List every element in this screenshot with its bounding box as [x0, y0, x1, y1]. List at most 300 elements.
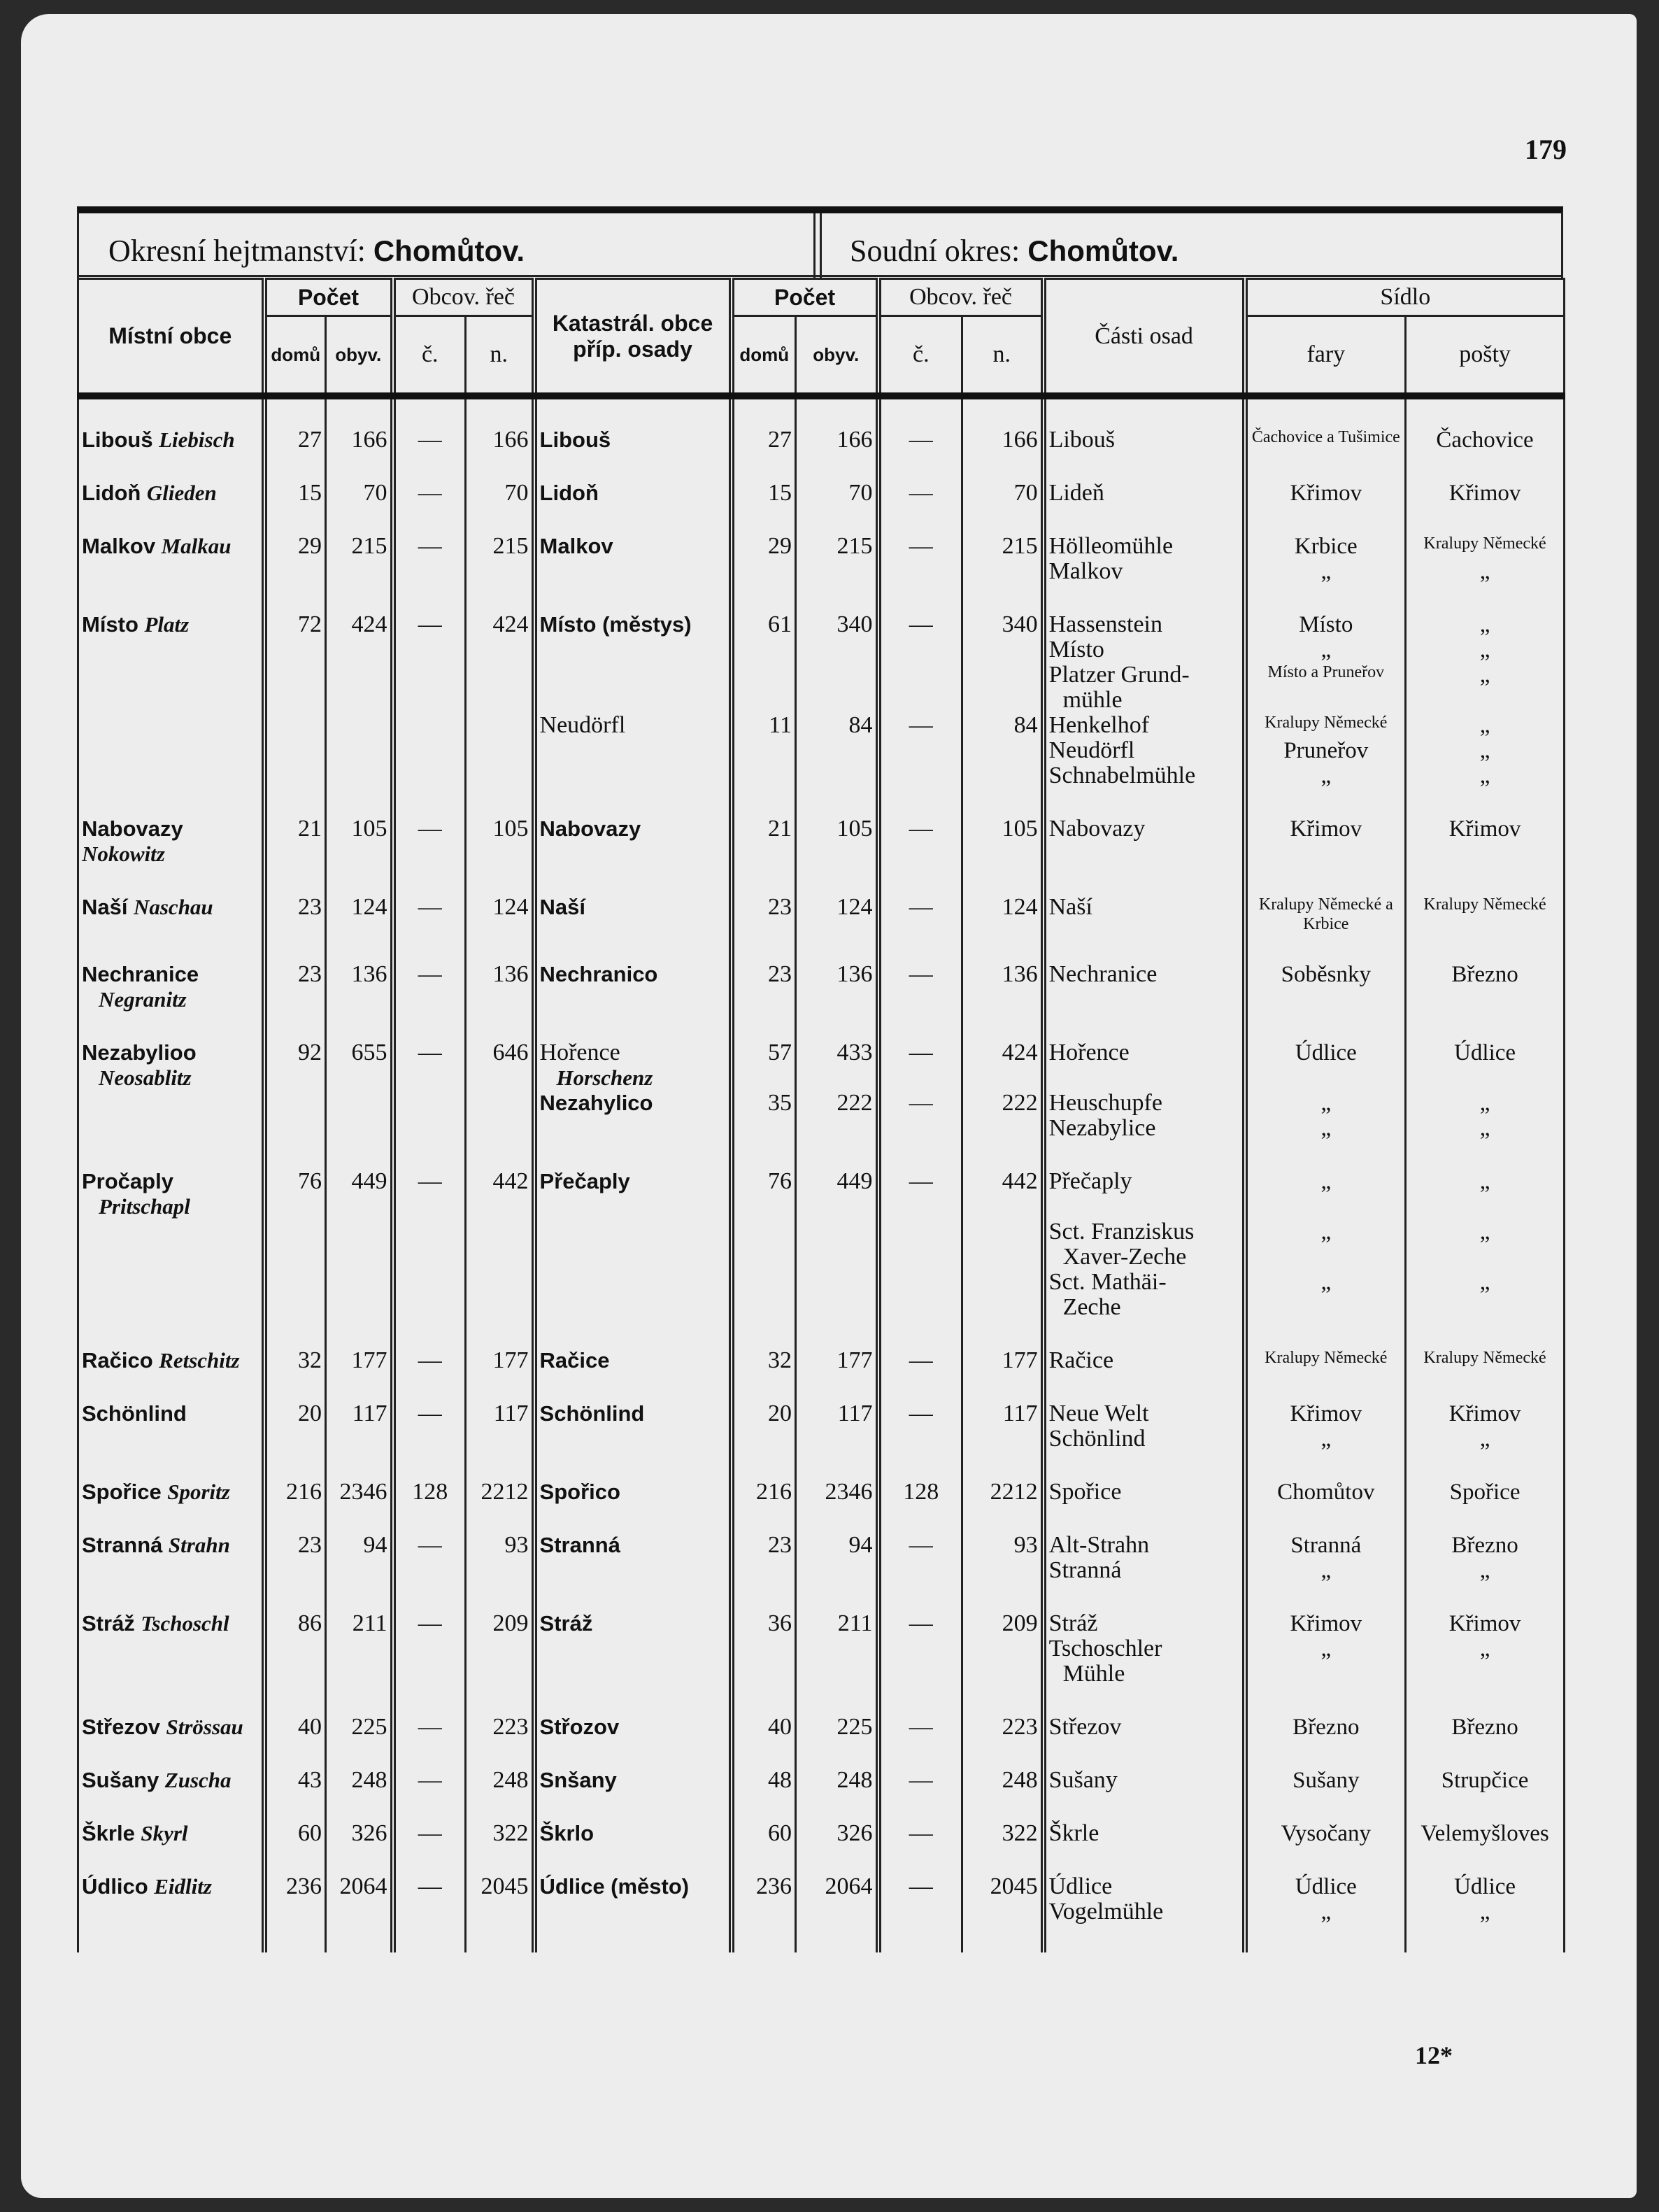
part-name: Zeche — [1044, 1295, 1245, 1320]
katastral-c — [878, 1270, 962, 1295]
fary-cell: „ — [1245, 1636, 1406, 1661]
spacer-cell — [1245, 934, 1406, 962]
part-name: Platzer Grund- — [1044, 662, 1245, 688]
spacer-cell — [1044, 453, 1245, 481]
katastral-n: 93 — [962, 1533, 1044, 1558]
obec-domu — [264, 738, 326, 763]
katastral-obyv: 136 — [796, 962, 878, 1012]
spacer-cell — [393, 506, 466, 534]
katastral-cell — [534, 1533, 732, 1558]
table-row — [78, 1040, 1565, 1091]
table-row — [78, 1245, 1565, 1270]
katastral-obyv — [796, 1295, 878, 1320]
obec-c: — — [393, 1040, 466, 1091]
spacer-cell — [1406, 1687, 1565, 1715]
posty-cell — [1406, 1295, 1565, 1320]
katastral-obyv — [796, 1219, 878, 1245]
spacer-cell — [78, 453, 264, 481]
katastral-name: Hořence — [539, 1040, 620, 1065]
katastral-obyv — [796, 1116, 878, 1141]
obec-obyv — [326, 637, 393, 662]
part-name: Přečaply — [1044, 1169, 1245, 1219]
katastral-domu: 36 — [732, 1611, 796, 1636]
spacer-cell — [878, 584, 962, 612]
obec-obyv — [326, 1270, 393, 1295]
katastral-n — [962, 1219, 1044, 1245]
spacer-cell — [962, 788, 1044, 816]
katastral-cell — [534, 612, 732, 637]
spacer-cell — [1406, 1373, 1565, 1401]
katastral-cell — [534, 1899, 732, 1924]
katastral-obyv: 177 — [796, 1348, 878, 1373]
spacer-cell — [1044, 934, 1245, 962]
katastral-n: 209 — [962, 1611, 1044, 1636]
fary-cell: Údlice — [1245, 1874, 1406, 1899]
obec-c: — — [393, 1611, 466, 1636]
obec-obyv — [326, 559, 393, 584]
col-n-2: n. — [962, 316, 1044, 397]
katastral-domu: 216 — [732, 1480, 796, 1505]
district-header — [77, 206, 1563, 278]
obec-cell — [78, 1533, 264, 1558]
katastral-name: Malkov — [539, 534, 613, 558]
katastral-cell — [534, 895, 732, 934]
spacer-cell — [78, 1452, 264, 1480]
obec-c — [393, 688, 466, 713]
katastral-domu: 48 — [732, 1768, 796, 1793]
spacer-cell — [796, 1924, 878, 1952]
spacer-cell — [326, 867, 393, 895]
spacer-cell — [264, 1505, 326, 1533]
spacer-cell — [534, 1320, 732, 1348]
spacer-cell — [1245, 1687, 1406, 1715]
fary-cell: Pruneřov — [1245, 738, 1406, 763]
part-name: Malkov — [1044, 559, 1245, 584]
spacer-cell — [796, 1320, 878, 1348]
col-c: č. — [393, 316, 466, 397]
posty-cell: Údlice — [1406, 1040, 1565, 1091]
spacer-cell — [326, 1373, 393, 1401]
katastral-name: Libouš — [539, 427, 611, 452]
fary-cell: Kralupy Německé — [1245, 713, 1406, 738]
table-row — [78, 895, 1565, 934]
obec-obyv — [326, 1091, 393, 1116]
katastral-obyv: 248 — [796, 1768, 878, 1793]
obec-domu: 76 — [264, 1169, 326, 1219]
katastral-cell — [534, 1821, 732, 1846]
spacer-cell — [534, 934, 732, 962]
obec-domu — [264, 559, 326, 584]
obec-n: 70 — [466, 481, 534, 506]
col-posty: pošty — [1406, 316, 1565, 397]
table-row — [78, 534, 1565, 559]
spacer-cell — [1245, 396, 1406, 427]
fary-cell — [1245, 1661, 1406, 1687]
spacer-cell — [732, 1452, 796, 1480]
obec-domu — [264, 637, 326, 662]
part-name: Neue Welt — [1044, 1401, 1245, 1426]
obec-cell — [78, 481, 264, 506]
katastral-domu — [732, 1245, 796, 1270]
katastral-obyv — [796, 1426, 878, 1452]
obec-n — [466, 1270, 534, 1295]
spacer-cell — [78, 1793, 264, 1821]
obec-cell — [78, 534, 264, 559]
posty-cell: Březno — [1406, 1715, 1565, 1740]
obec-n — [466, 1636, 534, 1661]
obec-c: — — [393, 1533, 466, 1558]
katastral-n — [962, 662, 1044, 688]
obec-cell — [78, 559, 264, 584]
spacer-cell — [466, 1740, 534, 1768]
spacer-cell — [878, 396, 962, 427]
obec-n: 215 — [466, 534, 534, 559]
obec-n: 2212 — [466, 1480, 534, 1505]
katastral-c: — — [878, 962, 962, 1012]
spacer-cell — [326, 1846, 393, 1874]
katastral-c: — — [878, 1348, 962, 1373]
part-name: mühle — [1044, 688, 1245, 713]
spacer-cell — [878, 788, 962, 816]
spacer-cell — [78, 1687, 264, 1715]
spacer-cell — [78, 1740, 264, 1768]
spacer-cell — [732, 788, 796, 816]
obec-n — [466, 1899, 534, 1924]
obec-domu — [264, 1091, 326, 1116]
spacer-cell — [466, 1924, 534, 1952]
katastral-obyv: 340 — [796, 612, 878, 637]
katastral-c: — — [878, 1768, 962, 1793]
obec-n: 646 — [466, 1040, 534, 1091]
fary-cell: Údlice — [1245, 1040, 1406, 1091]
col-obcov-rec-2: Obcov. řeč — [878, 279, 1044, 316]
spacer-cell — [264, 1012, 326, 1040]
spacer-cell — [78, 1373, 264, 1401]
spacer-cell — [732, 1793, 796, 1821]
obec-domu — [264, 1245, 326, 1270]
katastral-cell — [534, 1295, 732, 1320]
fary-cell: Kralupy Německé — [1245, 1348, 1406, 1373]
part-name: Stráž — [1044, 1611, 1245, 1636]
spacer-cell — [878, 1320, 962, 1348]
spacer-cell — [534, 1373, 732, 1401]
spacer-cell — [264, 1846, 326, 1874]
fary-cell: Místo a Pruneřov — [1245, 662, 1406, 688]
katastral-c — [878, 559, 962, 584]
table-row — [78, 481, 1565, 506]
katastral-c — [878, 763, 962, 788]
spacer-cell — [1044, 1373, 1245, 1401]
spacer-cell — [962, 1740, 1044, 1768]
katastral-obyv: 215 — [796, 534, 878, 559]
spacer-cell — [1406, 1505, 1565, 1533]
spacer-cell — [1044, 584, 1245, 612]
obec-obyv — [326, 1558, 393, 1583]
katastral-domu — [732, 559, 796, 584]
katastral-c: — — [878, 534, 962, 559]
spacer-cell — [1406, 396, 1565, 427]
posty-cell: „ — [1406, 1219, 1565, 1245]
part-name: Schnabelmühle — [1044, 763, 1245, 788]
posty-cell: Kralupy Německé — [1406, 895, 1565, 934]
spacer-cell — [1406, 584, 1565, 612]
katastral-n — [962, 738, 1044, 763]
spacer-cell — [264, 788, 326, 816]
spacer-cell — [326, 453, 393, 481]
spacer-cell — [1245, 1012, 1406, 1040]
katastral-c — [878, 1245, 962, 1270]
spacer-cell — [1406, 1141, 1565, 1169]
posty-cell: „ — [1406, 713, 1565, 738]
spacer-cell — [1245, 453, 1406, 481]
katastral-domu — [732, 1661, 796, 1687]
spacer-cell — [264, 1320, 326, 1348]
obec-name: Škrle — [82, 1821, 135, 1845]
table-row — [78, 962, 1565, 1012]
spacer-cell — [534, 1740, 732, 1768]
obec-domu: 86 — [264, 1611, 326, 1636]
spacer-cell — [78, 1583, 264, 1611]
obec-obyv: 449 — [326, 1169, 393, 1219]
spacer-cell — [732, 1583, 796, 1611]
obec-german-name: Eidlitz — [154, 1874, 212, 1899]
posty-cell: Březno — [1406, 962, 1565, 1012]
katastral-c: — — [878, 713, 962, 738]
katastral-cell — [534, 1270, 732, 1295]
spacer-cell — [796, 1141, 878, 1169]
katastral-obyv: 225 — [796, 1715, 878, 1740]
katastral-n — [962, 637, 1044, 662]
part-name: Nabovazy — [1044, 816, 1245, 867]
spacer-cell — [878, 1373, 962, 1401]
katastral-n — [962, 1116, 1044, 1141]
obec-obyv — [326, 763, 393, 788]
obec-domu: 27 — [264, 427, 326, 453]
obec-name: Schönlind — [82, 1401, 187, 1426]
obec-german-name: Strössau — [166, 1715, 243, 1739]
spacer-cell — [796, 788, 878, 816]
katastral-domu: 23 — [732, 962, 796, 1012]
spacer-cell — [796, 1505, 878, 1533]
obec-n — [466, 688, 534, 713]
spacer-cell — [1044, 1687, 1245, 1715]
katastral-cell — [534, 738, 732, 763]
katastral-n — [962, 763, 1044, 788]
obec-name: Lidoň — [82, 481, 141, 505]
spacer-cell — [796, 453, 878, 481]
katastral-n: 70 — [962, 481, 1044, 506]
katastral-domu: 29 — [732, 534, 796, 559]
spacer-cell — [1044, 1012, 1245, 1040]
spacer-cell — [466, 1012, 534, 1040]
spacer-cell — [326, 934, 393, 962]
fary-cell: Sušany — [1245, 1768, 1406, 1793]
spacer-cell — [264, 453, 326, 481]
obec-german-name: Neosablitz — [99, 1065, 192, 1090]
katastral-n: 340 — [962, 612, 1044, 637]
spacer-cell — [78, 1846, 264, 1874]
katastral-domu: 61 — [732, 612, 796, 637]
obec-cell — [78, 1116, 264, 1141]
obec-cell — [78, 1295, 264, 1320]
katastral-obyv: 2346 — [796, 1480, 878, 1505]
spacer-cell — [878, 1583, 962, 1611]
obec-domu: 23 — [264, 895, 326, 934]
spacer-cell — [1245, 1505, 1406, 1533]
spacer-cell — [796, 1373, 878, 1401]
obec-cell — [78, 1636, 264, 1661]
katastral-n — [962, 688, 1044, 713]
katastral-cell — [534, 1636, 732, 1661]
katastral-c: — — [878, 816, 962, 867]
obec-name: Místo — [82, 612, 138, 637]
obec-n: 223 — [466, 1715, 534, 1740]
spacer-cell — [264, 1373, 326, 1401]
spacer-cell — [393, 1141, 466, 1169]
fary-cell: „ — [1245, 1116, 1406, 1141]
katastral-n: 215 — [962, 534, 1044, 559]
obec-c: — — [393, 1874, 466, 1899]
obec-obyv — [326, 1245, 393, 1270]
obec-n — [466, 1219, 534, 1245]
katastral-name: Střozov — [539, 1715, 620, 1739]
spacer-cell — [264, 934, 326, 962]
obec-name: Stranná — [82, 1533, 163, 1557]
spacer-cell — [466, 1793, 534, 1821]
katastral-obyv — [796, 559, 878, 584]
col-sidlo: Sídlo — [1245, 279, 1565, 316]
obec-obyv: 177 — [326, 1348, 393, 1373]
katastral-cell — [534, 1661, 732, 1687]
col-obcov-rec: Obcov. řeč — [393, 279, 534, 316]
fary-cell — [1245, 688, 1406, 713]
spacer-cell — [264, 1740, 326, 1768]
katastral-cell — [534, 1768, 732, 1793]
part-name: Libouš — [1044, 427, 1245, 453]
obec-german-name: Zuscha — [164, 1768, 232, 1792]
katastral-c — [878, 1219, 962, 1245]
obec-german-name: Sporitz — [167, 1480, 230, 1504]
katastral-c — [878, 1636, 962, 1661]
obec-domu: 236 — [264, 1874, 326, 1899]
posty-cell: „ — [1406, 662, 1565, 688]
court-district-value: Chomůtov. — [1027, 234, 1179, 267]
table-row — [78, 1116, 1565, 1141]
katastral-cell — [534, 816, 732, 867]
spacer-cell — [264, 867, 326, 895]
table-row — [78, 1611, 1565, 1636]
spacer-cell — [326, 506, 393, 534]
katastral-german-name: Horschenz — [556, 1065, 653, 1090]
spacer-cell — [326, 1793, 393, 1821]
header-separator — [813, 213, 822, 278]
katastral-name: Račice — [539, 1348, 610, 1373]
katastral-cell — [534, 1091, 732, 1116]
obec-cell — [78, 1874, 264, 1899]
katastral-c — [878, 688, 962, 713]
katastral-obyv: 222 — [796, 1091, 878, 1116]
obec-cell — [78, 763, 264, 788]
part-name: Hořence — [1044, 1040, 1245, 1091]
katastral-cell — [534, 1219, 732, 1245]
col-fary: fary — [1245, 316, 1406, 397]
obec-n: 166 — [466, 427, 534, 453]
obec-c: — — [393, 481, 466, 506]
spacer-cell — [962, 934, 1044, 962]
obec-cell — [78, 895, 264, 934]
obec-n: 177 — [466, 1348, 534, 1373]
fary-cell: Chomůtov — [1245, 1480, 1406, 1505]
spacer-cell — [78, 934, 264, 962]
katastral-n — [962, 559, 1044, 584]
obec-domu — [264, 662, 326, 688]
katastral-cell — [534, 1348, 732, 1373]
col-mistni-obce: Místní obce — [78, 279, 264, 397]
katastral-name: Stráž — [539, 1611, 593, 1636]
table-row — [78, 1480, 1565, 1505]
katastral-c — [878, 738, 962, 763]
spacer-cell — [878, 1846, 962, 1874]
katastral-domu — [732, 738, 796, 763]
obec-name: Nabovazy — [82, 816, 183, 841]
katastral-n: 166 — [962, 427, 1044, 453]
obec-cell — [78, 688, 264, 713]
spacer-cell — [878, 1924, 962, 1952]
posty-cell: „ — [1406, 612, 1565, 637]
katastral-cell — [534, 1116, 732, 1141]
spacer-cell — [796, 396, 878, 427]
spacer-cell — [326, 1320, 393, 1348]
obec-cell — [78, 1348, 264, 1373]
spacer-cell — [534, 396, 732, 427]
katastral-name: Naší — [539, 895, 586, 919]
posty-cell: „ — [1406, 1558, 1565, 1583]
obec-c — [393, 713, 466, 738]
table-row — [78, 688, 1565, 713]
page — [21, 14, 1637, 2198]
katastral-n — [962, 1270, 1044, 1295]
spacer-cell — [78, 506, 264, 534]
obec-n — [466, 763, 534, 788]
katastral-n: 2212 — [962, 1480, 1044, 1505]
spacer-cell — [534, 1452, 732, 1480]
katastral-c: — — [878, 1091, 962, 1116]
katastral-c: — — [878, 481, 962, 506]
spacer-cell — [1044, 396, 1245, 427]
spacer-cell — [962, 1583, 1044, 1611]
obec-domu: 72 — [264, 612, 326, 637]
obec-n — [466, 1426, 534, 1452]
spacer-cell — [393, 1452, 466, 1480]
part-name: Škrle — [1044, 1821, 1245, 1846]
spacer-cell — [962, 1687, 1044, 1715]
obec-cell — [78, 427, 264, 453]
katastral-obyv — [796, 1899, 878, 1924]
spacer-cell — [1406, 934, 1565, 962]
katastral-domu — [732, 688, 796, 713]
katastral-domu: 20 — [732, 1401, 796, 1426]
spacer-cell — [1044, 506, 1245, 534]
obec-domu: 23 — [264, 1533, 326, 1558]
obec-n — [466, 559, 534, 584]
col-obyv: obyv. — [326, 316, 393, 397]
katastral-n: 84 — [962, 713, 1044, 738]
obec-c — [393, 1116, 466, 1141]
spacer-cell — [732, 1687, 796, 1715]
katastral-obyv: 166 — [796, 427, 878, 453]
katastral-n: 222 — [962, 1091, 1044, 1116]
spacer-cell — [466, 934, 534, 962]
